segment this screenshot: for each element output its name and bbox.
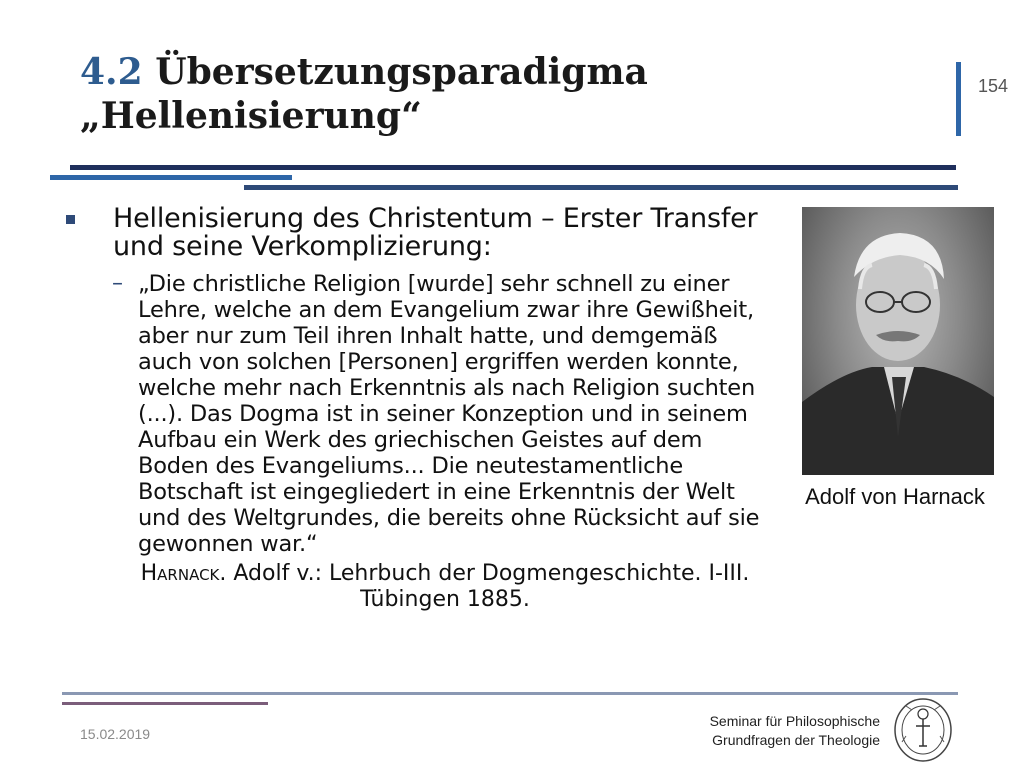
title-rule-blue-long — [244, 185, 958, 190]
portrait-caption: Adolf von Harnack — [805, 484, 985, 509]
harnack-portrait — [802, 207, 994, 475]
sub-bullet-item — [60, 271, 780, 557]
title-line-1 — [80, 50, 940, 94]
footer-org-line-2: Grundfragen der Theologie — [712, 732, 880, 748]
slide-content — [60, 205, 780, 613]
citation — [100, 561, 790, 613]
footer-organization — [690, 712, 880, 750]
seminar-seal-icon — [892, 696, 954, 764]
title-text: Übersetzungsparadigma — [155, 51, 648, 93]
footer-rule-gray — [62, 692, 958, 695]
footer-org-line-1: Seminar für Philosophische — [709, 713, 880, 729]
bullet-text: Hellenisierung des Christentum – Erster Transfer und seine Verkomplizierung: — [113, 203, 758, 262]
title-rule-blue-short — [50, 175, 292, 180]
title-number: 4.2 — [80, 51, 143, 93]
title-rule-dark — [70, 165, 956, 170]
page-number: 154 — [978, 76, 1009, 96]
bullet-item — [60, 205, 780, 261]
slide-title — [80, 50, 940, 138]
portrait-photo — [802, 207, 994, 475]
title-line-2: „Hellenisierung“ — [80, 95, 422, 137]
citation-title: . Adolf v.: Lehrbuch der Dogmengeschichte. I-III. — [219, 561, 750, 586]
page-number-divider — [956, 62, 961, 136]
footer-date: 15.02.2019 — [80, 726, 151, 742]
dash-bullet-icon: – — [112, 271, 123, 296]
square-bullet-icon — [66, 215, 75, 224]
footer-rule-purple — [62, 702, 268, 705]
harnack-quote: „Die christliche Religion [wurde] sehr schnell zu einer Lehre, welche an dem Evangelium zwar ihre Gewißheit, aber nur zum Teil ihren Inhalt hatte, und demgemäß auch von solchen [Personen] ergriffen werden konnte, welche mehr nach Erkenntnis als nach Religion suchten (...). Das Dogma ist in seiner Konzeption und in seinem Aufbau ein Werk des griechischen Geistes auf dem Boden des Evangeliums... Die neutestamentliche Botschaft ist eingegliedert in eine Erkenntnis der Welt und des Weltgrundes, die bereits ohne Rücksicht auf sie gewonnen war.“ — [138, 271, 760, 557]
citation-author: Harnack — [140, 561, 220, 586]
citation-place: Tübingen 1885. — [360, 587, 530, 612]
